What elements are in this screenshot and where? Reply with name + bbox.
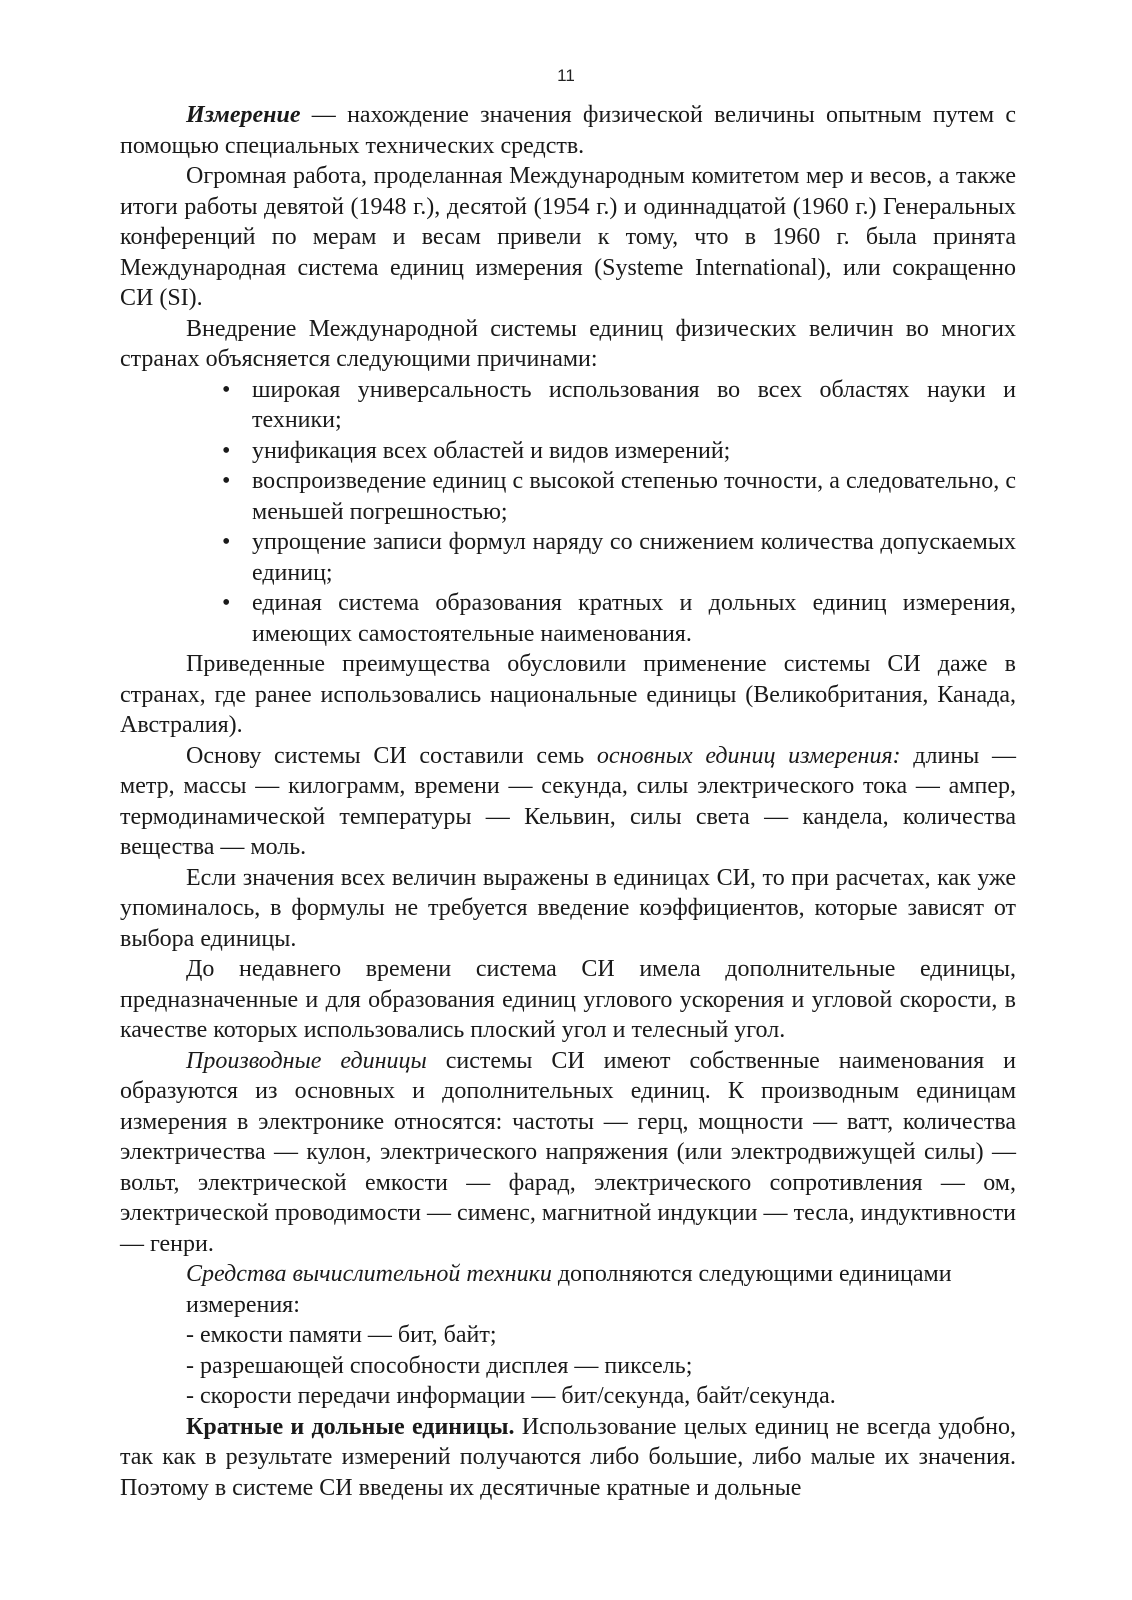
- list-item: • упрощение записи формул наряду со снижением количества допускаемых единиц;: [252, 527, 1016, 588]
- paragraph-derived-units: [120, 1046, 1016, 1260]
- list-item: • унификация всех областей и видов измерений;: [252, 436, 1016, 467]
- computing-units-block: [120, 1259, 1016, 1412]
- paragraph-base-units: [120, 741, 1016, 863]
- paragraph-advantages: Приведенные преимущества обусловили применение системы СИ даже в странах, где ранее использовались национальные единицы (Великобритания, Канада, Австралия).: [120, 651, 1016, 738]
- paragraph-text: дополняются следующими единицами измерения:: [186, 1261, 952, 1318]
- emphasis-computing-tools: Средства вычислительной техники: [186, 1261, 552, 1287]
- page-body: [120, 100, 1016, 1503]
- paragraph-text: системы СИ имеют собственные наименования и образуются из основных и дополнительных единиц. К производным единицам измерения в электронике относятся: частоты — герц, мощности — ватт, количества электричества — кулон, электрического напряжения (или электродвижущей силы) — вольт, электрической емкости — фарад, электрического сопротивления — ом, электрической проводимости — сименс, магнитной индукции — тесла, индуктивности — генри.: [120, 1047, 1016, 1257]
- paragraph-text: — нахождение значения физической величины опытным путем с помощью специальных технических средств.: [120, 102, 1016, 159]
- list-item: • широкая универсальность использования во всех областях науки и техники;: [252, 375, 1016, 436]
- dash-list-item: - скорости передачи информации — бит/секунда, байт/секунда.: [186, 1383, 836, 1409]
- reasons-bullet-list: [120, 375, 1016, 650]
- paragraph-si-calculations: Если значения всех величин выражены в единицах СИ, то при расчетах, как уже упоминалось, в формулы не требуется введение коэффициентов, которые зависят от выбора единицы.: [120, 864, 1016, 952]
- paragraph-si-reasons-intro: Внедрение Международной системы единиц физических величин во многих странах объясняется следующими причинами:: [120, 315, 1016, 372]
- list-item: • единая система образования кратных и дольных единиц измерения, имеющих самостоятельные наименования.: [252, 588, 1016, 649]
- emphasis-base-units: основных единиц измерения:: [596, 742, 901, 769]
- page-number: 11: [557, 66, 575, 85]
- paragraph-text: Основу системы СИ составили семь: [186, 742, 597, 769]
- dash-list-item: - разрешающей способности дисплея — пиксель;: [186, 1352, 693, 1379]
- paragraph-si-history: Огромная работа, проделанная Международным комитетом мер и весов, а также итоги работы девятой (1948 г.), десятой (1954 г.) и одиннадцатой (1960 г.) Генеральных конференций по мерам и весам привели к тому, что в 1960 г. была принята Международная система единиц измерения (Systeme International), или сокращенно СИ (SI).: [120, 163, 1016, 311]
- paragraph-measurement-definition: [120, 100, 1016, 161]
- paragraph-multiples-submultiples: [120, 1412, 1016, 1504]
- dash-list-item: - емкости памяти — бит, байт;: [186, 1322, 497, 1348]
- paragraph-supplementary-units: До недавнего времени система СИ имела дополнительные единицы, предназначенные и для образования единиц углового ускорения и угловой скорости, в качестве которых использовались плоский угол и телесный угол.: [120, 956, 1016, 1043]
- emphasis-derived-units: Производные единицы: [186, 1047, 427, 1074]
- list-item: • воспроизведение единиц с высокой степенью точности, а следовательно, с меньшей погрешностью;: [252, 466, 1016, 527]
- paragraph-text: Использование целых единиц не всегда удобно, так как в результате измерений получаются либо большие, либо малые их значения. Поэтому в системе СИ введены их десятичные кратные и дольные: [120, 1413, 1016, 1501]
- paragraph-text: длины — метр, массы — килограмм, времени — секунда, силы электрического тока — ампер, термодинамической температуры — Кельвин, силы света — кандела, количества вещества — моль.: [120, 742, 1017, 860]
- term-multiples-submultiples: Кратные и дольные единицы.: [186, 1413, 515, 1440]
- term-measurement: Измерение: [186, 102, 301, 128]
- computing-units-intro: [186, 1259, 1016, 1320]
